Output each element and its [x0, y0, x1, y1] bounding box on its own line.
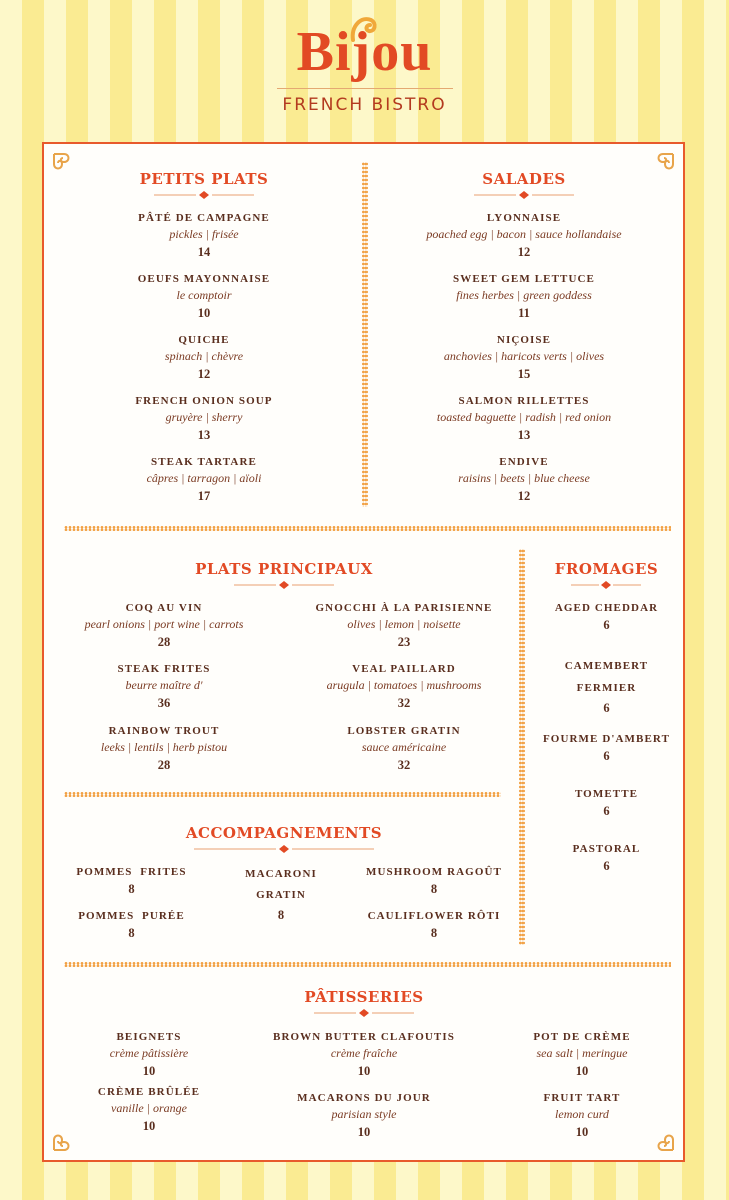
menu-item: VEAL PAILLARD arugula | tomatoes | mushrooms 32 [326, 663, 482, 710]
section-title-accompagnements: ACCOMPAGNEMENTS [185, 824, 383, 842]
menu-item: CAULIFLOWER RÔTI 8 [367, 910, 501, 940]
section-title-petits-plats: PETITS PLATS [139, 170, 269, 188]
menu-item: ENDIVE raisins | beets | blue cheese 12 [458, 456, 590, 503]
menu-item: MUSHROOM RAGOÛT 8 [366, 866, 502, 896]
menu-item: NIÇOISE anchovies | haricots verts | olives 15 [443, 334, 605, 381]
menu-item: PASTORAL 6 [572, 843, 641, 873]
section-title-fromages: FROMAGES [554, 560, 659, 578]
brand-name: Bijou [297, 22, 433, 82]
corner-flourish-icon [653, 1130, 675, 1152]
menu-item: CAMEMBERT FERMIER 6 [564, 660, 649, 715]
menu-item: RAINBOW TROUT leeks | lentils | herb pistou 28 [100, 725, 228, 772]
menu-card [42, 142, 685, 1162]
swirl-ornament-icon [347, 12, 381, 46]
menu-item: BEIGNETS crème pâtissière 10 [109, 1031, 189, 1078]
menu-item: MACARONI GRATIN 8 [245, 868, 317, 922]
menu-item: SALMON RILLETTES toasted baguette | radish | red onion 13 [436, 395, 612, 442]
menu-item: LOBSTER GRATIN sauce américaine 32 [347, 725, 461, 772]
menu-item: OEUFS MAYONNAISE le comptoir 10 [137, 273, 271, 320]
title-ornament-icon [571, 580, 641, 590]
dotted-divider [362, 162, 368, 507]
section-title-salades: SALADES [482, 170, 566, 188]
corner-flourish-icon [52, 1130, 74, 1152]
menu-item: POMMES PURÉE 8 [78, 910, 185, 940]
dotted-divider [64, 792, 501, 797]
logo-divider [277, 88, 453, 89]
title-ornament-icon [314, 1008, 414, 1018]
title-ornament-icon [154, 190, 254, 200]
title-ornament-icon [474, 190, 574, 200]
menu-item: FRENCH ONION SOUP gruyère | sherry 13 [135, 395, 273, 442]
menu-item: BROWN BUTTER CLAFOUTIS crème fraîche 10 [273, 1031, 455, 1078]
menu-item: PÂTÉ DE CAMPAGNE pickles | frisée 14 [138, 212, 270, 259]
dotted-divider [64, 526, 671, 531]
menu-item: CRÈME BRÛLÉE vanille | orange 10 [97, 1086, 201, 1133]
section-title-patisseries: PÂTISSERIES [304, 988, 424, 1006]
dotted-divider [64, 962, 671, 967]
corner-flourish-icon [653, 152, 675, 174]
menu-item: POMMES FRITES 8 [76, 866, 187, 896]
menu-item: FOURME D'AMBERT 6 [542, 733, 671, 763]
title-ornament-icon [194, 844, 374, 854]
dotted-divider [519, 549, 525, 945]
menu-item: AGED CHEDDAR 6 [554, 602, 659, 632]
menu-item: MACARONS DU JOUR parisian style 10 [297, 1092, 431, 1139]
menu-item: STEAK FRITES beurre maître d' 36 [117, 663, 211, 710]
menu-item: STEAK TARTARE câpres | tarragon | aïoli 17 [146, 456, 262, 503]
menu-item: GNOCCHI À LA PARISIENNE olives | lemon | noisette 23 [315, 602, 493, 649]
corner-flourish-icon [52, 152, 74, 174]
title-ornament-icon [234, 580, 334, 590]
menu-item: COQ AU VIN pearl onions | port wine | carrots 28 [84, 602, 244, 649]
menu-item: TOMETTE 6 [574, 788, 639, 818]
brand-subtitle: FRENCH BISTRO [282, 95, 447, 115]
menu-item: FRUIT TART lemon curd 10 [543, 1092, 621, 1139]
logo [0, 22, 729, 115]
menu-item: QUICHE spinach | chèvre 12 [164, 334, 244, 381]
section-title-plats-principaux: PLATS PRINCIPAUX [195, 560, 373, 578]
menu-item: LYONNAISE poached egg | bacon | sauce hollandaise 12 [426, 212, 622, 259]
menu-item: SWEET GEM LETTUCE fines herbes | green goddess 11 [453, 273, 595, 320]
menu-item: POT DE CRÈME sea salt | meringue 10 [533, 1031, 631, 1078]
